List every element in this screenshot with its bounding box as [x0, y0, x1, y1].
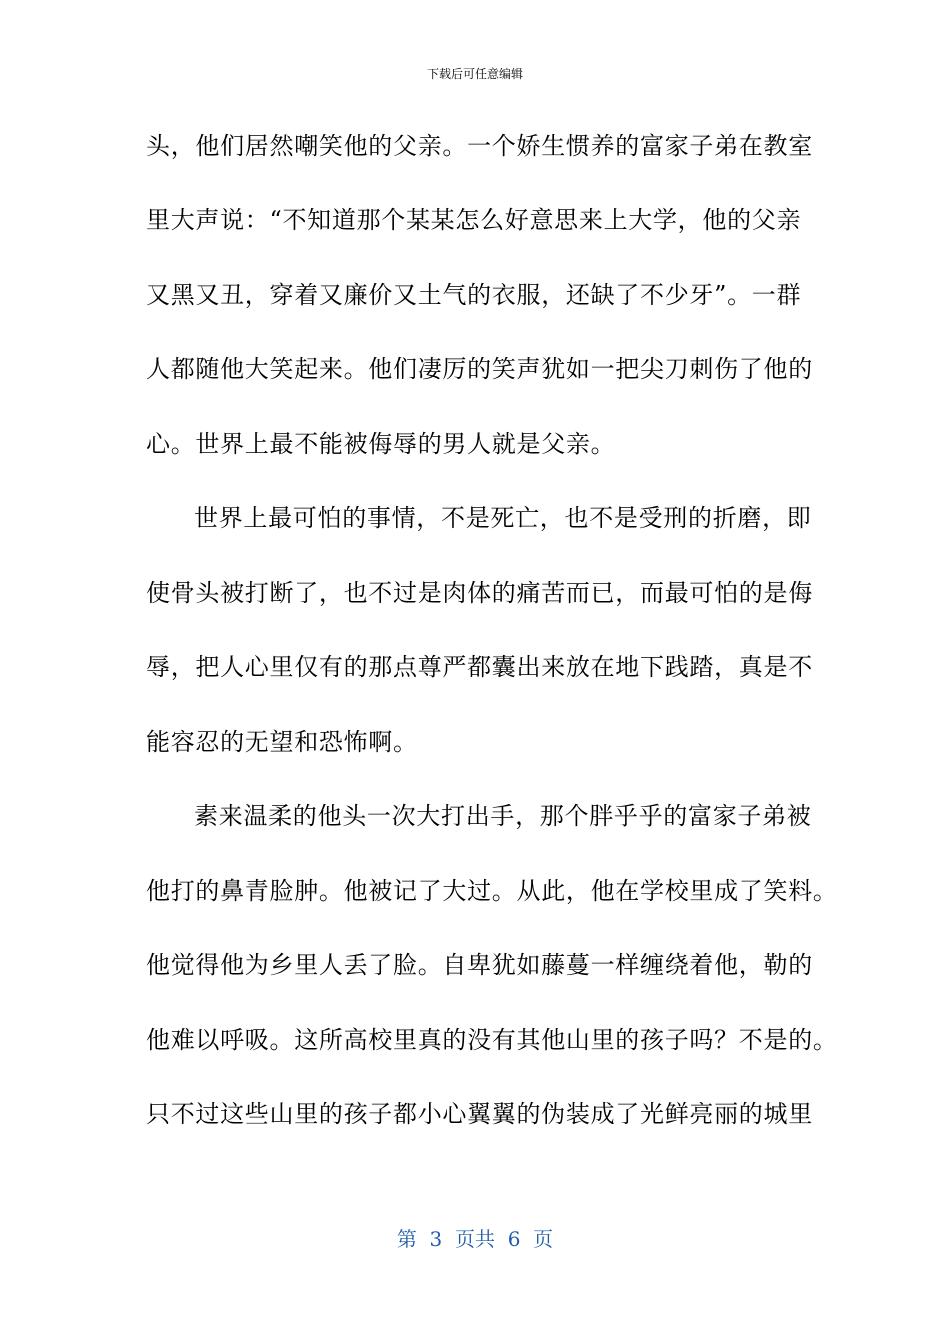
body-line: 又黑又丑，穿着又廉价又土气的衣服，还缺了不少牙”。一群 — [146, 281, 802, 309]
body-line: 只不过这些山里的孩子都小心翼翼的伪装成了光鲜亮丽的城里 — [146, 1100, 813, 1128]
body-line: 使骨头被打断了，也不过是肉体的痛苦而已，而最可怕的是侮 — [146, 579, 813, 607]
paragraph-start-line: 世界上最可怕的事情，不是死亡，也不是受刑的折磨，即 — [194, 504, 812, 532]
body-line: 能容忍的无望和恐怖啊。 — [146, 728, 418, 756]
body-line: 里大声说：“不知道那个某某怎么好意思来上大学，他的父亲 — [146, 206, 802, 234]
body-line: 他打的鼻青脸肿。他被记了大过。从此，他在学校里成了笑料。 — [146, 877, 838, 905]
body-line: 人都随他大笑起来。他们凄厉的笑声犹如一把尖刀刺伤了他的 — [146, 355, 813, 383]
body-line: 心。世界上最不能被侮辱的男人就是父亲。 — [146, 430, 616, 458]
body-line: 头，他们居然嘲笑他的父亲。一个娇生惯养的富家子弟在教室 — [146, 132, 813, 160]
paragraph-start-line: 素来温柔的他头一次大打出手，那个胖乎乎的富家子弟被 — [194, 802, 812, 830]
body-line: 辱，把人心里仅有的那点尊严都囊出来放在地下践踏，真是不 — [146, 653, 813, 681]
body-line: 他觉得他为乡里人丢了脸。自卑犹如藤蔓一样缠绕着他，勒的 — [146, 951, 813, 979]
body-line: 他难以呼吸。这所高校里真的没有其他山里的孩子吗？不是的。 — [146, 1026, 838, 1054]
page-header: 下载后可任意编辑 — [426, 67, 523, 81]
page-number-footer: 第 3 页共 6 页 — [396, 1227, 554, 1251]
